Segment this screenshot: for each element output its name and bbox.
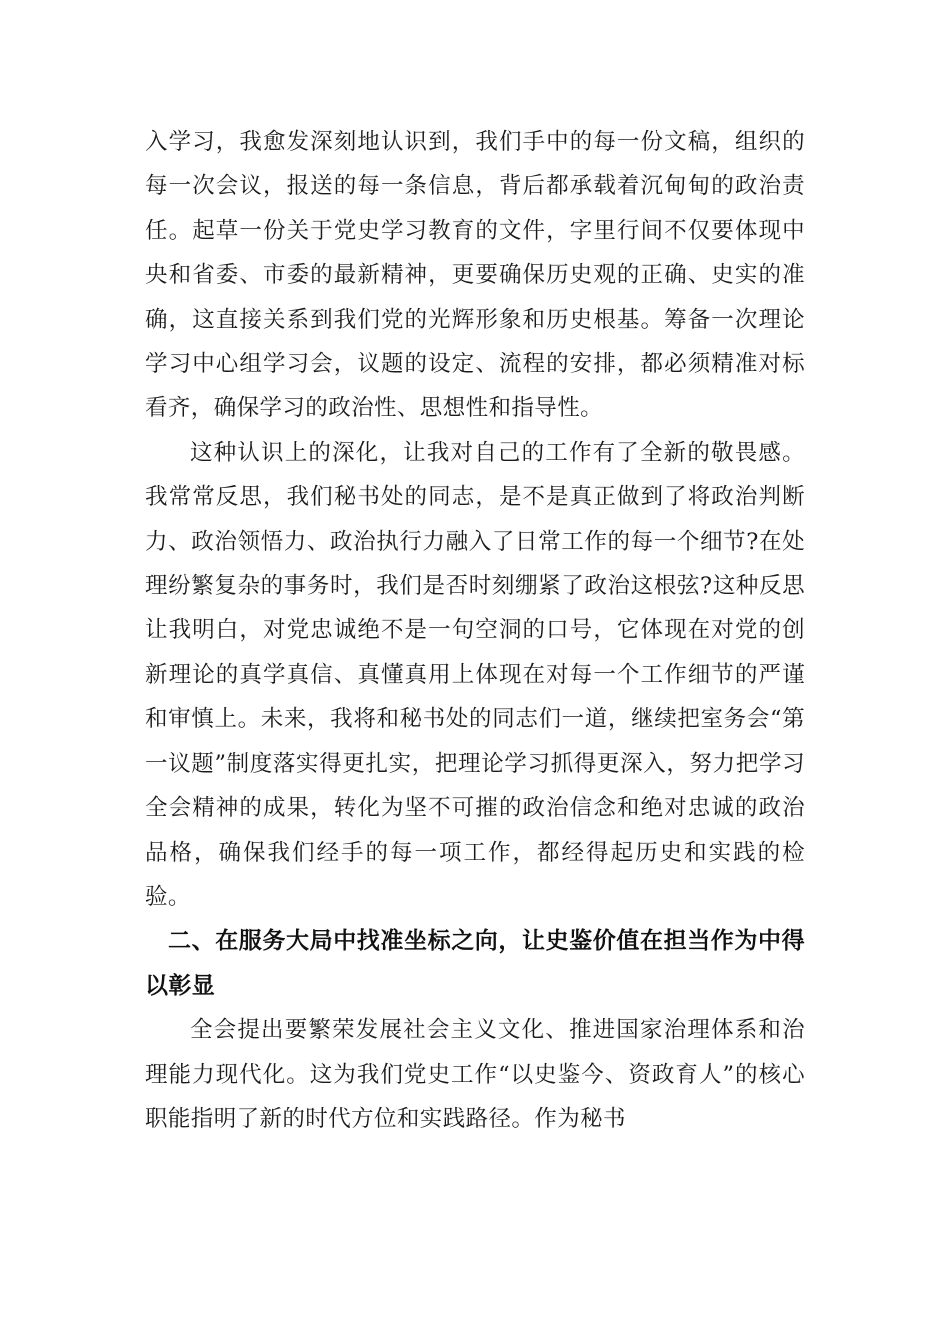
document-body	[145, 120, 805, 1141]
paragraph-continued: 入学习，我愈发深刻地认识到，我们手中的每一份文稿，组织的每一次会议，报送的每一条信息，背后都承载着沉甸甸的政治责任。起草一份关于党史学习教育的文件，字里行间不仅要体现中央和省委、市委的最新精神，更要确保历史观的正确、史实的准确，这直接关系到我们党的光辉形象和历史根基。筹备一次理论学习中心组学习会，议题的设定、流程的安排，都必须精准对标看齐，确保学习的政治性、思想性和指导性。	[145, 129, 805, 422]
paragraph-reflection: 这种认识上的深化，让我对自己的工作有了全新的敬畏感。我常常反思，我们秘书处的同志，是不是真正做到了将政治判断力、政治领悟力、政治执行力融入了日常工作的每一个细节?在处理纷繁复杂的事务时，我们是否时刻绷紧了政治这根弦?这种反思让我明白，对党忠诚绝不是一句空洞的口号，它体现在对党的创新理论的真学真信、真懂真用上体现在对每一个工作细节的严谨和审慎上。未来，我将和秘书处的同志们一道，继续把室务会“第一议题”制度落实得更扎实，把理论学习抓得更深入，努力把学习全会精神的成果，转化为坚不可摧的政治信念和绝对忠诚的政治品格，确保我们经手的每一项工作，都经得起历史和实践的检验。	[145, 439, 805, 910]
section-heading-2: 二、在服务大局中找准坐标之向，让史鉴价值在担当作为中得以彰显	[145, 928, 805, 999]
paragraph-section-2-intro: 全会提出要繁荣发展社会主义文化、推进国家治理体系和治理能力现代化。这为我们党史工作“以史鉴今、资政育人”的核心职能指明了新的时代方位和实践路径。作为秘书	[145, 1017, 805, 1132]
